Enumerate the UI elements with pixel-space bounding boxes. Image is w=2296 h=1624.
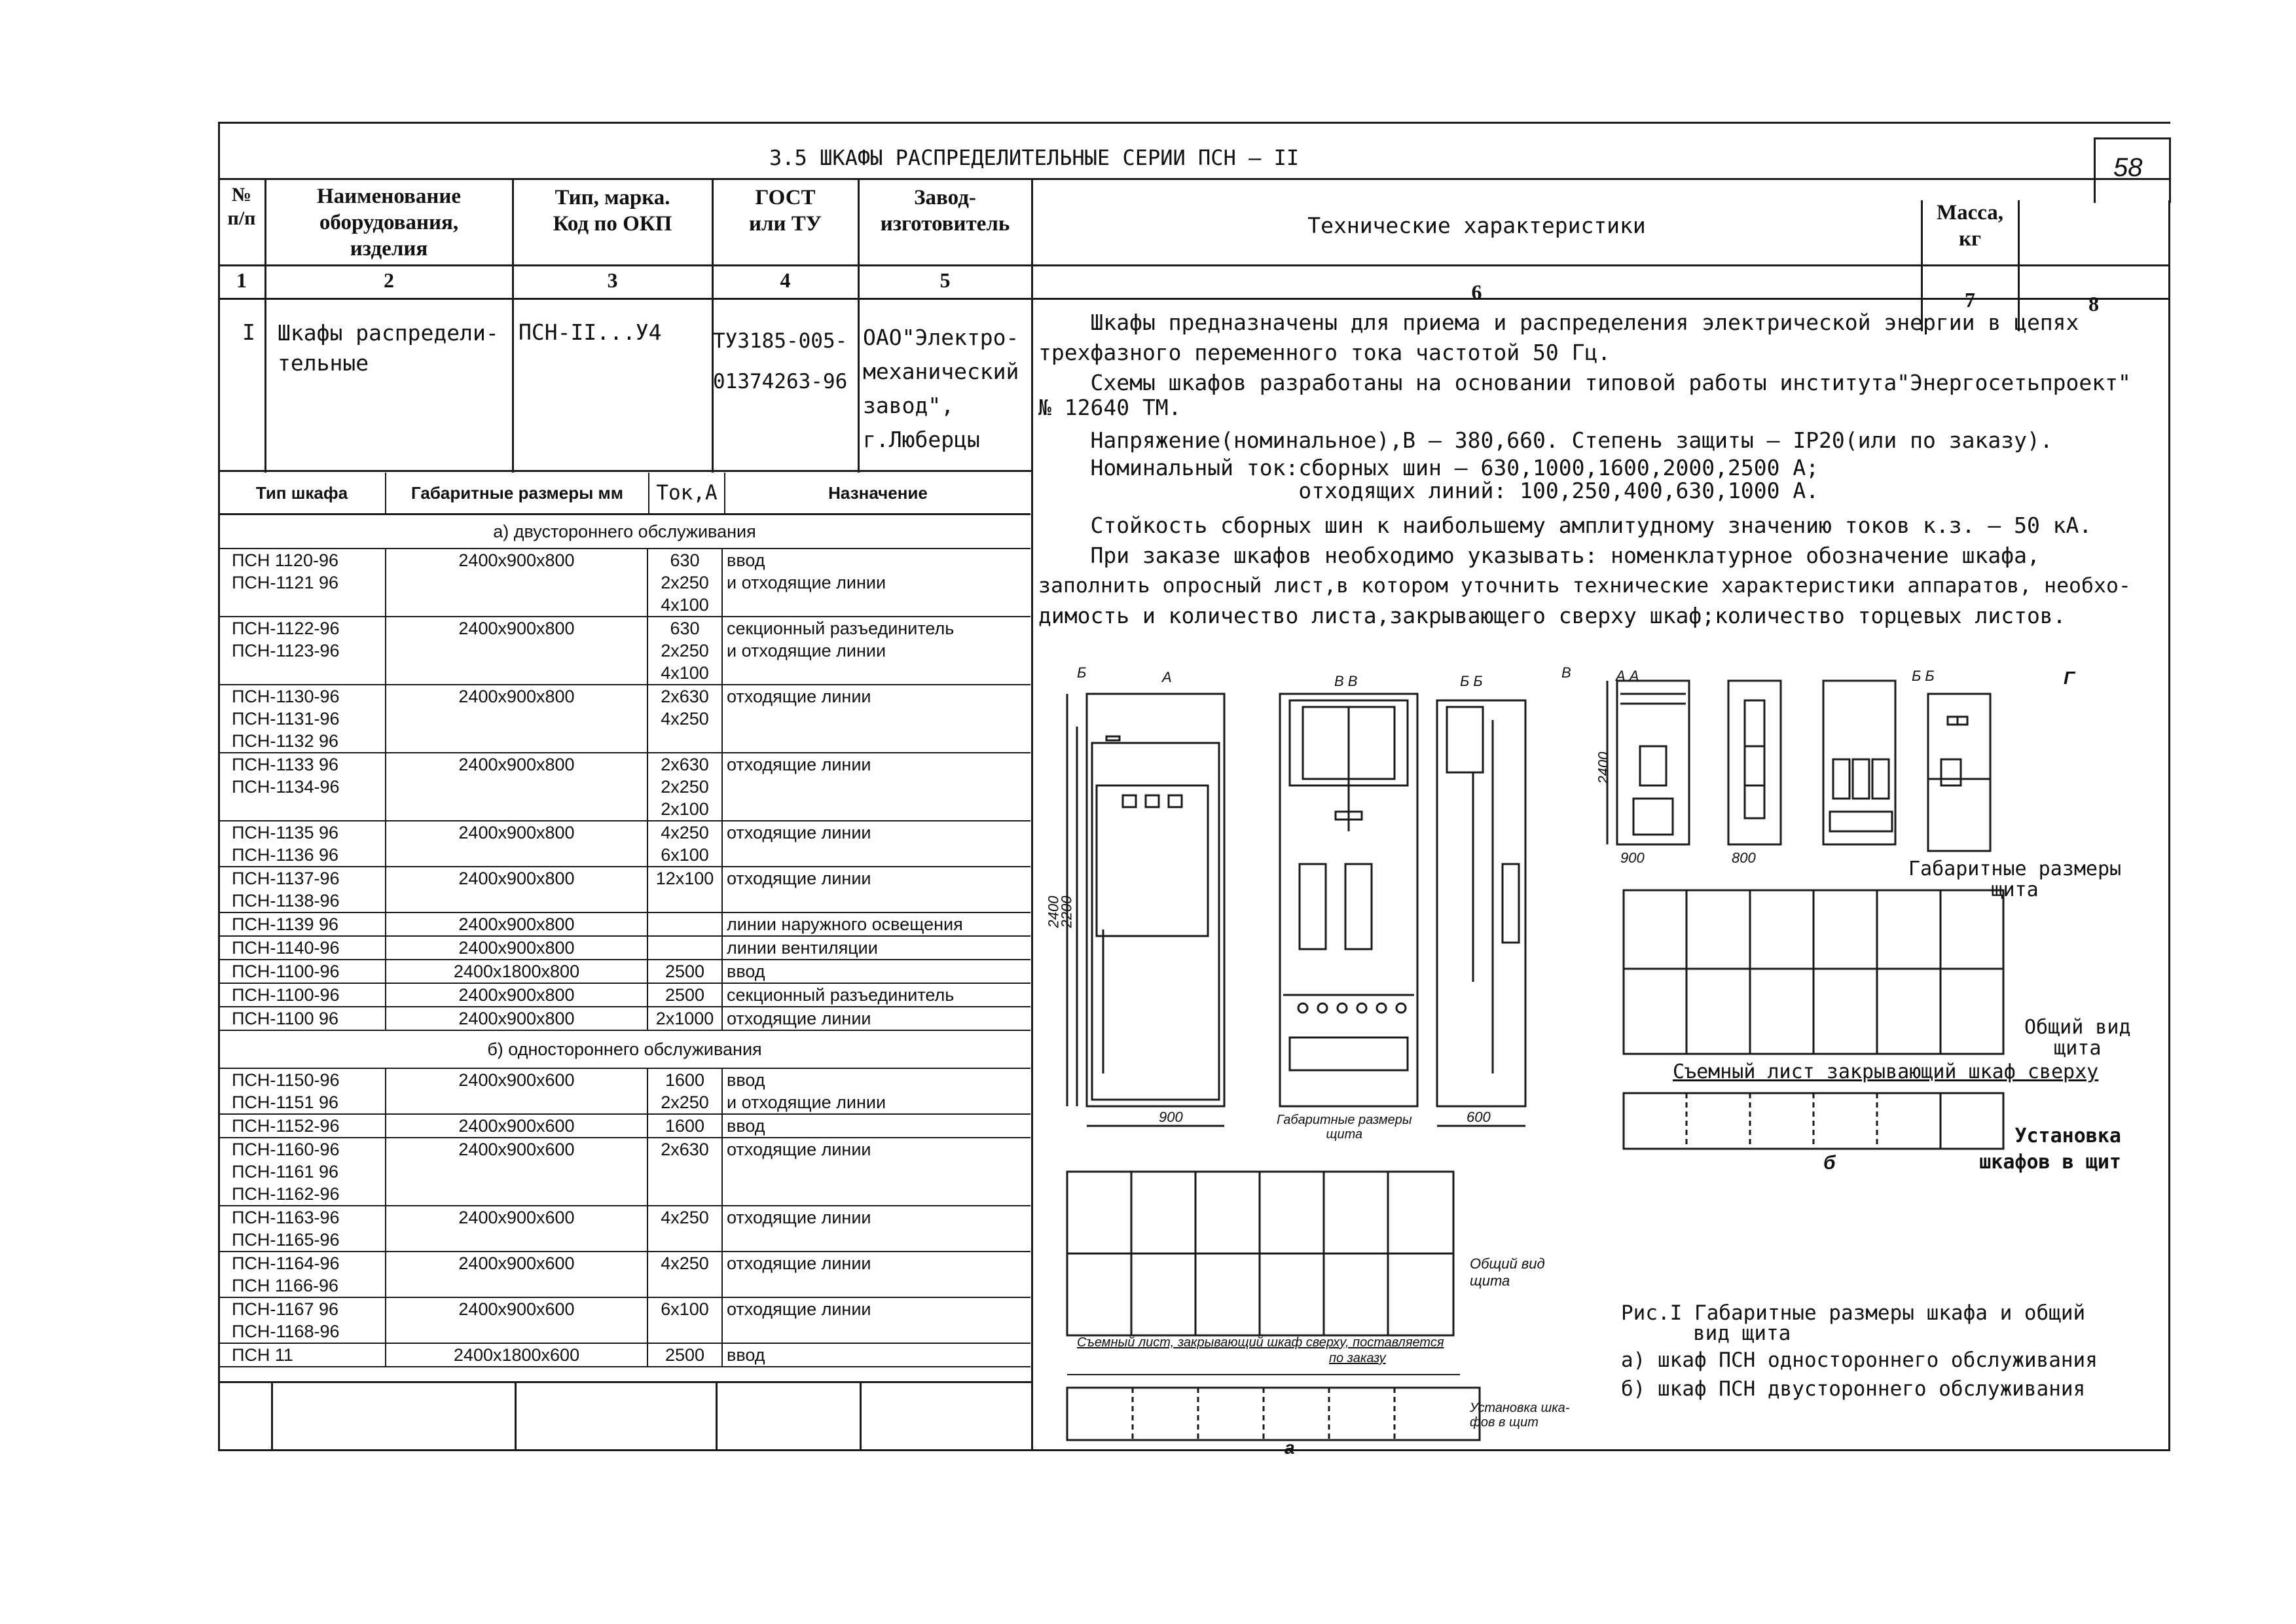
cabinet-type-cell-line: ПСН-1162-96 bbox=[232, 1184, 340, 1204]
drawing-a-general-view: Общий вид щита bbox=[1470, 1255, 1545, 1289]
drawing-b-w800: 800 bbox=[1732, 850, 1756, 866]
col-header-specs: Технические характеристики bbox=[1307, 213, 1646, 238]
cabinet-current-cell-line bbox=[648, 937, 721, 959]
cabinet-purpose-cell-line: линии вентиляции bbox=[727, 938, 878, 958]
cabinet-dims-cell-line: 2400х900х800 bbox=[458, 1009, 575, 1028]
cabinet-current-cell-line: 1600 bbox=[665, 1116, 705, 1136]
col-header-type: Тип, марка. Код по ОКП bbox=[553, 186, 672, 236]
cabinet-table bbox=[219, 473, 1030, 1367]
cabinet-current-cell bbox=[647, 1069, 721, 1113]
cabinet-purpose-cell bbox=[721, 1138, 1030, 1205]
cabinet-type-cell bbox=[219, 617, 385, 684]
drawing-b-h2400: 2400 bbox=[1595, 751, 1612, 784]
cabinet-purpose-cell-line: отходящие линии bbox=[727, 1254, 871, 1273]
cabinet-current-cell-line bbox=[648, 913, 721, 935]
cabinet-dims-cell-line: 2400х1800х800 bbox=[453, 962, 580, 981]
cabinet-purpose-cell bbox=[721, 1298, 1030, 1343]
cabinet-current-cell-line: 2500 bbox=[665, 1345, 705, 1365]
cabinet-current-cell-line: 2х100 bbox=[661, 799, 709, 819]
cabinet-purpose-cell-line: отходящие линии bbox=[727, 823, 871, 842]
cabinet-current-cell-line: 630 bbox=[670, 550, 700, 570]
cabinet-purpose-cell-line: и отходящие линии bbox=[727, 1092, 886, 1112]
cabinet-purpose-cell-line: и отходящие линии bbox=[727, 573, 886, 592]
cabinet-dims-cell bbox=[385, 821, 647, 866]
cabinet-current-cell-line: 2500 bbox=[665, 985, 705, 1005]
cabinet-purpose-cell bbox=[721, 1252, 1030, 1297]
cabinet-purpose-cell bbox=[721, 867, 1030, 912]
cabinet-row bbox=[219, 1206, 1030, 1252]
cabinet-current-cell bbox=[647, 617, 721, 684]
cabinet-purpose-cell bbox=[721, 821, 1030, 866]
item-maker: ОАО"Электро- механический завод", г.Люберцы bbox=[863, 325, 1019, 452]
cabinet-type-cell-line: ПСН-1131-96 bbox=[232, 709, 340, 729]
cabinet-dims-cell-line: 2400х900х600 bbox=[458, 1254, 575, 1273]
cabinet-row bbox=[219, 685, 1030, 753]
cabinet-purpose-cell bbox=[721, 1007, 1030, 1030]
cabinet-current-cell bbox=[647, 960, 721, 983]
cabinet-purpose-cell bbox=[721, 617, 1030, 684]
cabinet-dims-cell bbox=[385, 1206, 647, 1251]
cabinet-type-cell bbox=[219, 1298, 385, 1343]
drawing-b-letter: б bbox=[1823, 1152, 1836, 1174]
cabinet-current-cell bbox=[647, 1138, 721, 1205]
col-num-7: 7 bbox=[1965, 288, 1975, 312]
cabinet-purpose-cell-line: ввод bbox=[727, 1070, 765, 1090]
drawing-b-view-bb: Б Б bbox=[1912, 668, 1935, 684]
cabinet-type-cell-line: ПСН-1151 96 bbox=[232, 1092, 338, 1112]
col-num-4: 4 bbox=[780, 268, 791, 292]
cabinet-purpose-cell-line: ввод bbox=[727, 1345, 765, 1365]
spec-line: При заказе шкафов необходимо указывать: номенклатурное обозначение шкафа, bbox=[1038, 543, 2040, 568]
cabinet-type-cell bbox=[219, 1344, 385, 1366]
cabinet-purpose-cell bbox=[721, 937, 1030, 959]
cabinet-dims-cell-line: 2400х900х800 bbox=[458, 985, 575, 1005]
cabinet-current-cell-line: 4х250 bbox=[661, 823, 709, 842]
drawing-a-view-bb: В В bbox=[1334, 673, 1358, 689]
cabinet-type-cell-line: ПСН-1139 96 bbox=[232, 914, 338, 934]
cabinet-row bbox=[219, 753, 1030, 821]
cabinet-type-cell bbox=[219, 1206, 385, 1251]
cabinet-type-cell-line: ПСН-1121 96 bbox=[232, 573, 338, 592]
cabinet-row bbox=[219, 937, 1030, 960]
drawing-a-letter: а bbox=[1285, 1437, 1295, 1458]
cabinet-type-cell-line: ПСН-1132 96 bbox=[232, 731, 338, 751]
cabinet-purpose-cell-line: отходящие линии bbox=[727, 869, 871, 888]
cabinet-row bbox=[219, 549, 1030, 617]
cabinet-row bbox=[219, 960, 1030, 984]
cabinet-dims-cell bbox=[385, 960, 647, 983]
cabinet-type-cell-line: ПСН-1100 96 bbox=[232, 1009, 338, 1028]
cabinet-current-cell-line: 4х100 bbox=[661, 663, 709, 683]
cabinet-current-cell-line: 2х630 bbox=[661, 687, 709, 706]
cabinet-dims-cell-line: 2400х900х600 bbox=[458, 1140, 575, 1159]
cabinet-purpose-cell bbox=[721, 1344, 1030, 1366]
cabinet-type-cell-line: ПСН-1150-96 bbox=[232, 1070, 340, 1090]
cabinet-type-cell bbox=[219, 1252, 385, 1297]
cabinet-type-cell-line: ПСН-1100-96 bbox=[232, 962, 340, 981]
cabinet-current-cell-line: 6х100 bbox=[661, 845, 709, 865]
section-b-title: б) одностороннего обслуживания bbox=[219, 1031, 1030, 1069]
cabinet-type-cell bbox=[219, 1069, 385, 1113]
spec-line: № 12640 ТМ. bbox=[1038, 395, 1182, 420]
cabinet-type-cell-line: ПСН-1122-96 bbox=[232, 619, 340, 638]
col-header-gost: ГОСТ или ТУ bbox=[748, 186, 822, 236]
cabinet-row bbox=[219, 1007, 1030, 1031]
spec-line: Напряжение(номинальное),В – 380,660. Степень защиты – IP20(или по заказу). bbox=[1038, 427, 2053, 453]
cabinet-dims-cell bbox=[385, 1298, 647, 1343]
col-header-mass: Масса, кг bbox=[1936, 201, 2004, 251]
cabinet-type-cell-line: ПСН-1161 96 bbox=[232, 1162, 338, 1182]
cabinet-purpose-cell bbox=[721, 685, 1030, 752]
section-a-rows bbox=[219, 549, 1030, 1031]
cabinet-purpose-cell-line: ввод bbox=[727, 962, 765, 981]
cabinet-row bbox=[219, 984, 1030, 1007]
cabinet-current-cell-line: 2х630 bbox=[661, 755, 709, 774]
cabinet-purpose-cell-line: отходящие линии bbox=[727, 1299, 871, 1319]
cabinet-type-cell bbox=[219, 1138, 385, 1205]
cabinet-type-cell bbox=[219, 913, 385, 935]
spec-line: Стойкость сборных шин к наибольшему амплитудному значению токов к.з. – 50 кА. bbox=[1038, 513, 2092, 538]
cabinet-type-cell-line: ПСН-1152-96 bbox=[232, 1116, 340, 1136]
cabinet-type-cell-line: ПСН-1130-96 bbox=[232, 687, 340, 706]
col-num-1: 1 bbox=[236, 268, 247, 292]
figure-caption-line: б) шкаф ПСН двустороннего обслуживания bbox=[1621, 1377, 2086, 1401]
cabinet-current-cell bbox=[647, 937, 721, 959]
cabinet-type-cell-line: ПСН-1137-96 bbox=[232, 869, 340, 888]
col-num-3: 3 bbox=[607, 268, 618, 292]
cabinet-dims-cell-line: 2400х900х800 bbox=[458, 823, 575, 842]
spec-line: димость и количество листа,закрывающего сверху шкаф;количество торцевых листов. bbox=[1038, 603, 2066, 628]
drawing-b bbox=[1597, 655, 2160, 1178]
cabinet-dims-cell-line: 2400х900х800 bbox=[458, 550, 575, 570]
spec-line: отходящих линий: 100,250,400,630,1000 А. bbox=[1038, 478, 1819, 503]
cabinet-type-cell bbox=[219, 960, 385, 983]
cabinet-current-cell bbox=[647, 821, 721, 866]
th-dims: Габаритные размеры мм bbox=[385, 473, 648, 513]
cabinet-type-cell-line: ПСН-1138-96 bbox=[232, 891, 340, 911]
cabinet-current-cell bbox=[647, 1115, 721, 1137]
drawing-a-section-b: Б bbox=[1077, 664, 1087, 681]
item-gost: ТУ3185-005- 01374263-96 bbox=[713, 329, 848, 393]
cabinet-current-cell bbox=[647, 1298, 721, 1343]
cabinet-current-cell-line: 4х250 bbox=[661, 709, 709, 729]
col-num-5: 5 bbox=[939, 268, 951, 292]
cabinet-current-cell-line: 2х250 bbox=[661, 641, 709, 660]
cabinet-dims-cell bbox=[385, 1344, 647, 1366]
drawing-a-w600: 600 bbox=[1467, 1109, 1491, 1125]
cabinet-purpose-cell-line: отходящие линии bbox=[727, 1009, 871, 1028]
cabinet-current-cell-line: 4х250 bbox=[661, 1254, 709, 1273]
cabinet-dims-cell bbox=[385, 617, 647, 684]
drawing-b-general-view: Общий вид щита bbox=[2024, 1016, 2131, 1060]
col-num-6: 6 bbox=[1471, 280, 1482, 304]
cabinet-purpose-cell-line: отходящие линии bbox=[727, 1140, 871, 1159]
drawing-a-install: Установка шка- фов в щит bbox=[1470, 1401, 1570, 1430]
cabinet-row bbox=[219, 913, 1030, 937]
drawing-b-install: Установка шкафов в щит bbox=[1979, 1125, 2121, 1174]
cabinet-current-cell-line: 630 bbox=[670, 619, 700, 638]
cabinet-type-cell bbox=[219, 1007, 385, 1030]
cabinet-current-cell bbox=[647, 549, 721, 616]
cabinet-dims-cell bbox=[385, 753, 647, 820]
cabinet-current-cell bbox=[647, 685, 721, 752]
cabinet-purpose-cell-line: линии наружного освещения bbox=[727, 914, 963, 934]
cabinet-dims-cell bbox=[385, 867, 647, 912]
cabinet-purpose-cell bbox=[721, 1115, 1030, 1137]
col-num-2: 2 bbox=[384, 268, 394, 292]
figure-caption bbox=[1621, 1301, 2098, 1401]
drawing-a-by-order: по заказу bbox=[1329, 1351, 1386, 1365]
cabinet-row bbox=[219, 617, 1030, 685]
cabinet-row bbox=[219, 1298, 1030, 1344]
page-number: 58 bbox=[2113, 153, 2143, 182]
page-title: 3.5 ШКАФЫ РАСПРЕДЕЛИТЕЛЬНЫЕ СЕРИИ ПСН – II bbox=[769, 145, 1300, 170]
cabinet-type-cell-line: ПСН-1164-96 bbox=[232, 1254, 340, 1273]
spec-line: Схемы шкафов разработаны на основании типовой работы института"Энергосетьпроект" bbox=[1038, 370, 2131, 395]
cabinet-row bbox=[219, 1344, 1030, 1367]
cabinet-dims-cell bbox=[385, 1007, 647, 1030]
item-type: ПСН-II...У4 bbox=[519, 319, 662, 345]
item-no: I bbox=[242, 319, 255, 345]
cabinet-type-cell-line: ПСН-1133 96 bbox=[232, 755, 338, 774]
cabinet-current-cell-line: 12х100 bbox=[655, 869, 714, 888]
cabinet-dims-cell bbox=[385, 984, 647, 1006]
cabinet-type-cell-line: ПСН 1120-96 bbox=[232, 550, 338, 570]
cabinet-current-cell-line: 6х100 bbox=[661, 1299, 709, 1319]
cabinet-purpose-cell-line: секционный разъединитель bbox=[727, 985, 955, 1005]
th-purpose: Назначение bbox=[724, 473, 1030, 513]
cabinet-type-cell-line: ПСН-1123-96 bbox=[232, 641, 340, 660]
cabinet-purpose-cell bbox=[721, 549, 1030, 616]
cabinet-purpose-cell-line: отходящие линии bbox=[727, 687, 871, 706]
cabinet-table-header bbox=[219, 473, 1030, 515]
cabinet-dims-cell bbox=[385, 1115, 647, 1137]
drawing-a-top-sheet: Съемный лист, закрывающий шкаф сверху, поставляется bbox=[1077, 1335, 1444, 1350]
cabinet-type-cell-line: ПСН-1140-96 bbox=[232, 938, 340, 958]
cabinet-row bbox=[219, 867, 1030, 913]
cabinet-dims-cell-line: 2400х900х800 bbox=[458, 755, 575, 774]
cabinet-dims-cell-line: 2400х900х600 bbox=[458, 1116, 575, 1136]
cabinet-dims-cell bbox=[385, 913, 647, 935]
drawing-b-w900: 900 bbox=[1620, 850, 1645, 866]
cabinet-dims-cell-line: 2400х900х600 bbox=[458, 1070, 575, 1090]
drawing-b-top-sheet: Съемный лист закрывающий шкаф сверху bbox=[1673, 1060, 2099, 1083]
cabinet-type-cell-line: ПСН 11 bbox=[232, 1345, 293, 1365]
cabinet-current-cell bbox=[647, 1252, 721, 1297]
cabinet-type-cell-line: ПСН-1163-96 bbox=[232, 1208, 340, 1227]
cabinet-purpose-cell-line: отходящие линии bbox=[727, 1208, 871, 1227]
section-b-rows bbox=[219, 1069, 1030, 1367]
cabinet-dims-cell bbox=[385, 549, 647, 616]
cabinet-current-cell bbox=[647, 1344, 721, 1366]
cabinet-row bbox=[219, 1138, 1030, 1206]
cabinet-type-cell-line: ПСН-1168-96 bbox=[232, 1322, 340, 1341]
cabinet-purpose-cell-line: отходящие линии bbox=[727, 755, 871, 774]
cabinet-purpose-cell bbox=[721, 1069, 1030, 1113]
cabinet-type-cell-line: ПСН-1100-96 bbox=[232, 985, 340, 1005]
drawing-b-gab-caption: Габаритные размеры щита bbox=[1908, 857, 2122, 901]
cabinet-dims-cell-line: 2400х900х800 bbox=[458, 938, 575, 958]
cabinet-current-cell-line: 2500 bbox=[665, 962, 705, 981]
cabinet-type-cell bbox=[219, 984, 385, 1006]
cabinet-purpose-cell-line: секционный разъединитель bbox=[727, 619, 955, 638]
col-header-no: № п/п bbox=[227, 184, 256, 229]
cabinet-current-cell-line: 2х250 bbox=[661, 1092, 709, 1112]
drawing-a-gab-caption: Габаритные размеры щита bbox=[1277, 1113, 1412, 1142]
cabinet-row bbox=[219, 821, 1030, 867]
cabinet-purpose-cell bbox=[721, 913, 1030, 935]
cabinet-dims-cell-line: 2400х900х600 bbox=[458, 1299, 575, 1319]
cabinet-row bbox=[219, 1069, 1030, 1115]
cabinet-current-cell bbox=[647, 867, 721, 912]
drawing-a-view-bb2: Б Б bbox=[1460, 673, 1483, 689]
cabinet-dims-cell bbox=[385, 1069, 647, 1113]
cabinet-type-cell bbox=[219, 753, 385, 820]
item-name: Шкафы распредели- тельные bbox=[278, 320, 499, 376]
cabinet-row bbox=[219, 1115, 1030, 1138]
drawing-a-h2200: 2200 bbox=[1058, 895, 1075, 928]
drawing-a-view-a: А bbox=[1162, 669, 1172, 685]
cabinet-dims-cell-line: 2400х900х600 bbox=[458, 1208, 575, 1227]
tech-specs bbox=[1038, 308, 2131, 631]
cabinet-dims-cell bbox=[385, 1138, 647, 1205]
cabinet-type-cell bbox=[219, 821, 385, 866]
th-type: Тип шкафа bbox=[255, 482, 348, 503]
cabinet-purpose-cell bbox=[721, 984, 1030, 1006]
cabinet-current-cell-line: 2х630 bbox=[661, 1140, 709, 1159]
cabinet-type-cell bbox=[219, 937, 385, 959]
col-header-maker: Завод- изготовитель bbox=[880, 186, 1010, 236]
drawing-b-view-aa: А А bbox=[1616, 668, 1639, 684]
cabinet-current-cell-line: 2х1000 bbox=[655, 1009, 714, 1028]
spec-line: Шкафы предназначены для приема и распределения электрической энергии в цепях bbox=[1038, 310, 2079, 335]
cabinet-row bbox=[219, 1252, 1030, 1298]
cabinet-type-cell bbox=[219, 1115, 385, 1137]
cabinet-dims-cell-line: 2400х900х800 bbox=[458, 914, 575, 934]
spec-line: заполнить опросный лист,в котором уточнить технические характеристики аппаратов, необхо- bbox=[1038, 574, 2131, 598]
cabinet-current-cell bbox=[647, 913, 721, 935]
cabinet-current-cell bbox=[647, 753, 721, 820]
drawing-a-section-v: В bbox=[1561, 664, 1571, 681]
cabinet-current-cell-line: 2х250 bbox=[661, 573, 709, 592]
th-current: Ток,А bbox=[648, 473, 724, 513]
spec-line: трехфазного переменного тока частотой 50 Гц. bbox=[1038, 340, 1611, 365]
spec-line: Номинальный ток:сборных шин – 630,1000,1600,2000,2500 А; bbox=[1038, 455, 1819, 480]
cabinet-type-cell-line: ПСН-1160-96 bbox=[232, 1140, 340, 1159]
cabinet-purpose-cell-line: ввод bbox=[727, 1116, 765, 1136]
cabinet-dims-cell bbox=[385, 937, 647, 959]
cabinet-current-cell-line: 2х250 bbox=[661, 777, 709, 797]
cabinet-dims-cell bbox=[385, 685, 647, 752]
cabinet-current-cell-line: 4х100 bbox=[661, 595, 709, 615]
cabinet-current-cell-line: 1600 bbox=[665, 1070, 705, 1090]
figure-caption-line: а) шкаф ПСН одностороннего обслуживания bbox=[1621, 1348, 2098, 1372]
cabinet-type-cell bbox=[219, 685, 385, 752]
cabinet-type-cell-line: ПСН 1166-96 bbox=[232, 1276, 338, 1295]
cabinet-dims-cell-line: 2400х1800х600 bbox=[453, 1345, 580, 1365]
col-header-name: Наименование оборудования, изделия bbox=[317, 185, 461, 261]
figure-caption-line: вид щита bbox=[1693, 1322, 1791, 1345]
drawing-b-view-g: Г bbox=[2064, 668, 2075, 688]
cabinet-purpose-cell bbox=[721, 753, 1030, 820]
cabinet-dims-cell bbox=[385, 1252, 647, 1297]
cabinet-dims-cell-line: 2400х900х800 bbox=[458, 687, 575, 706]
drawing-a-w900: 900 bbox=[1159, 1109, 1183, 1125]
cabinet-type-cell-line: ПСН-1134-96 bbox=[232, 777, 340, 797]
cabinet-type-cell bbox=[219, 867, 385, 912]
cabinet-purpose-cell-line: и отходящие линии bbox=[727, 641, 886, 660]
col-num-8: 8 bbox=[2088, 292, 2099, 316]
section-a-title: а) двустороннего обслуживания bbox=[219, 515, 1030, 549]
cabinet-type-cell-line: ПСН-1165-96 bbox=[232, 1230, 340, 1250]
cabinet-current-cell-line: 4х250 bbox=[661, 1208, 709, 1227]
cabinet-type-cell-line: ПСН-1167 96 bbox=[232, 1299, 338, 1319]
cabinet-dims-cell-line: 2400х900х800 bbox=[458, 869, 575, 888]
cabinet-current-cell bbox=[647, 1206, 721, 1251]
cabinet-type-cell-line: ПСН-1136 96 bbox=[232, 845, 338, 865]
cabinet-dims-cell-line: 2400х900х800 bbox=[458, 619, 575, 638]
cabinet-current-cell bbox=[647, 984, 721, 1006]
cabinet-type-cell bbox=[219, 549, 385, 616]
cabinet-purpose-cell bbox=[721, 1206, 1030, 1251]
cabinet-current-cell bbox=[647, 1007, 721, 1030]
cabinet-purpose-cell bbox=[721, 960, 1030, 983]
figure-caption-line: Рис.I Габаритные размеры шкафа и общий bbox=[1621, 1301, 2086, 1325]
cabinet-type-cell-line: ПСН-1135 96 bbox=[232, 823, 338, 842]
drawing-a-h2400: 2400 bbox=[1045, 895, 1062, 928]
cabinet-purpose-cell-line: ввод bbox=[727, 550, 765, 570]
